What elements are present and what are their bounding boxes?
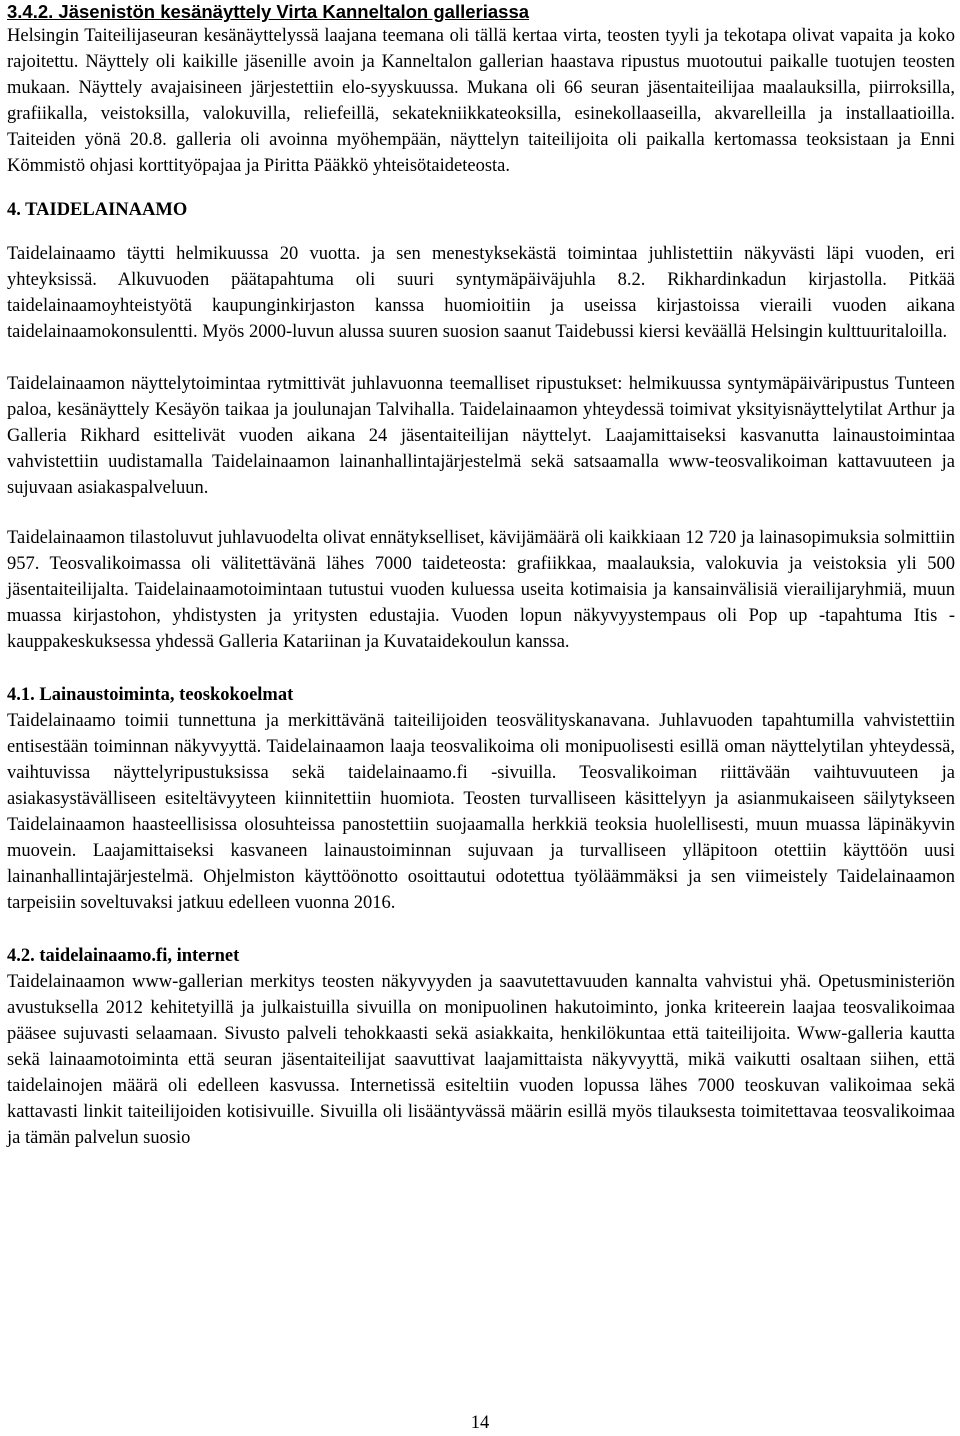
section-3-4-2-heading: 3.4.2. Jäsenistön kesänäyttely Virta Kanneltalon galleriassa	[7, 1, 530, 22]
section-4-2-paragraph: Taidelainaamon www-gallerian merkitys teosten näkyvyyden ja saavutettavuuden kannalta vahvistui yhä. Opetusministeriön avustuksella 2012 kehitetyillä ja julkaistuilla sivuilla on monipuolinen hakutoiminto, jonka kriteerein laajaa teosvalikoimaa pääsee sujuvasti selaamaan. Sivusto palveli tehokkaasti sekä asiakkaita, henkilökuntaa että taiteilijoita. Www-galleria kautta sekä lainaamotoiminta että seuran jäsentaiteilijat saavuttivat laajamittaista näkyvyyttä, mikä vaikutti osaltaan siihen, että taidelainojen määrä oli edelleen kasvussa. Internetissä esiteltiin vuoden lopussa lähes 7000 teoskuvan valikoimaa sekä kattavasti linkit taiteilijoiden kotisivuille. Sivuilla oli lisääntyvässä määrin esillä myös tilauksesta toimitettavaa teosvalikoimaa ja tämän palvelun suosio	[7, 972, 955, 1148]
section-4-paragraph-3: Taidelainaamon tilastoluvut juhlavuodelta olivat ennätykselliset, kävijämäärä oli kaikkiaan 12 720 ja lainasopimuksia solmittiin 957. Teosvalikoimassa oli välitettävänä lähes 7000 taideteosta: grafiikkaa, maalauksia, valokuvia ja veistoksia yli 500 jäsentaiteilijalta. Taidelainaamotoimintaan tutustui vuoden kuluessa useita kotimaisia ja kansainvälisiä vierailijaryhmiä, muun muassa kirjastohon, yhdistysten ja yritysten edustajia. Vuoden lopun näkyvyystempaus oli Pop up -tapahtuma Itis - kauppakeskuksessa yhdessä Galleria Katariinan ja Kuvataidekoulun kanssa.	[7, 528, 955, 652]
section-4-paragraph-1: Taidelainaamo täytti helmikuussa 20 vuotta. ja sen menestyksekästä toimintaa juhlistettiin näkyvästi läpi vuoden, eri yhteyksissä. Alkuvuoden päätapahtuma oli suuri syntymäpäiväjuhla 8.2. Rikhardinkadun kirjastolla. Pitkää taidelainaamoyhteistyötä kaupunginkirjaston kanssa huomioitiin ja useissa kirjastoissa vieraili vuoden aikana taidelainaamokonsulentti. Myös 2000-luvun alussa suuren suosion saanut Taidebussi kiersi keväällä Helsingin kulttuuritaloilla.	[7, 244, 955, 342]
section-4-1-paragraph: Taidelainaamo toimii tunnettuna ja merkittävänä taiteilijoiden teosvälityskanavana. Juhlavuoden tapahtumilla vahvistettiin entisestään toiminnan näkyvyyttä. Taidelainaamon laaja teosvalikoima oli monipuolisesti esillä oman näyttelytilan yhteydessä, vaihtuvissa näyttelyripustuksissa sekä taidelainaamo.fi -sivuilla. Teosvalikoiman riittävään vaihtuvuuteen ja asiakasystävälliseen esiteltävyyteen kiinnitettiin huomiota. Teosten turvalliseen käsittelyyn ja asianmukaiseen säilytykseen Taidelainaamon haasteellisissa olosuhteissa panostettiin suojaamalla herkkiä teoksia huolellisesti, muun muassa läpinäkyvin muovein. Laajamittaiseksi kasvaneen lainaustoiminnan sujuvaan ja turvalliseen ylläpitoon otettiin käyttöön uusi lainanhallintajärjestelmä. Ohjelmiston käyttöönotto osoittautui odotettua työläämmäksi ja sen viimeistely Taidelainaamon tarpeisiin soveltuvaksi jatkuu edelleen vuonna 2016.	[7, 711, 955, 913]
section-4-heading: 4. TAIDELAINAAMO	[7, 200, 188, 220]
page-number: 14	[470, 1413, 490, 1433]
document-page	[7, 0, 955, 1151]
section-4-1-heading: 4.1. Lainaustoiminta, teoskokoelmat	[7, 685, 294, 705]
section-4-paragraph-2: Taidelainaamon näyttelytoimintaa rytmittivät juhlavuonna teemalliset ripustukset: helmikuussa syntymäpäiväripustus Tunteen paloa, kesänäyttely Kesäyön taikaa ja joulunajan Talvihalla. Taidelainaamon yhteydessä toimivat yksityisnäyttelytilat Arthur ja Galleria Rikhard esittelivät vuoden aikana 24 jäsentaiteilijan näyttelyt. Laajamittaiseksi kasvanutta lainaustoimintaa vahvistettiin uudistamalla Taidelainaamon lainanhallintajärjestelmä sekä satsaamalla www-teosvalikoiman kattavuuteen ja sujuvaan asiakaspalveluun.	[7, 374, 955, 498]
section-3-4-2-paragraph: Helsingin Taiteilijaseuran kesänäyttelyssä laajana teemana oli tällä kertaa virta, teosten tyyli ja tekotapa olivat vapaita ja koko rajoitettu. Näyttely oli kaikille jäsenille avoin ja Kanneltalon gallerian haastava ripustus muotoutui paikalle tuotujen teosten mukaan. Näyttely avajaisineen järjestettiin elo-syyskuussa. Mukana oli 66 seuran jäsentaiteilijaa maalauksilla, piirroksilla, grafiikalla, veistoksilla, valokuvilla, reliefeillä, sekatekniikkateoksilla, esinekollaaseilla, akvarelleilla ja installaatioilla. Taiteiden yönä 20.8. galleria oli avoinna myöhempään, näyttelyn taiteilijoita oli paikalla kertomassa teoksistaan ja Enni Kömmistö ohjasi korttityöpajaa ja Piritta Pääkkö yhteisötaideteosta.	[7, 26, 955, 176]
section-4-2-heading: 4.2. taidelainaamo.fi, internet	[7, 946, 240, 966]
